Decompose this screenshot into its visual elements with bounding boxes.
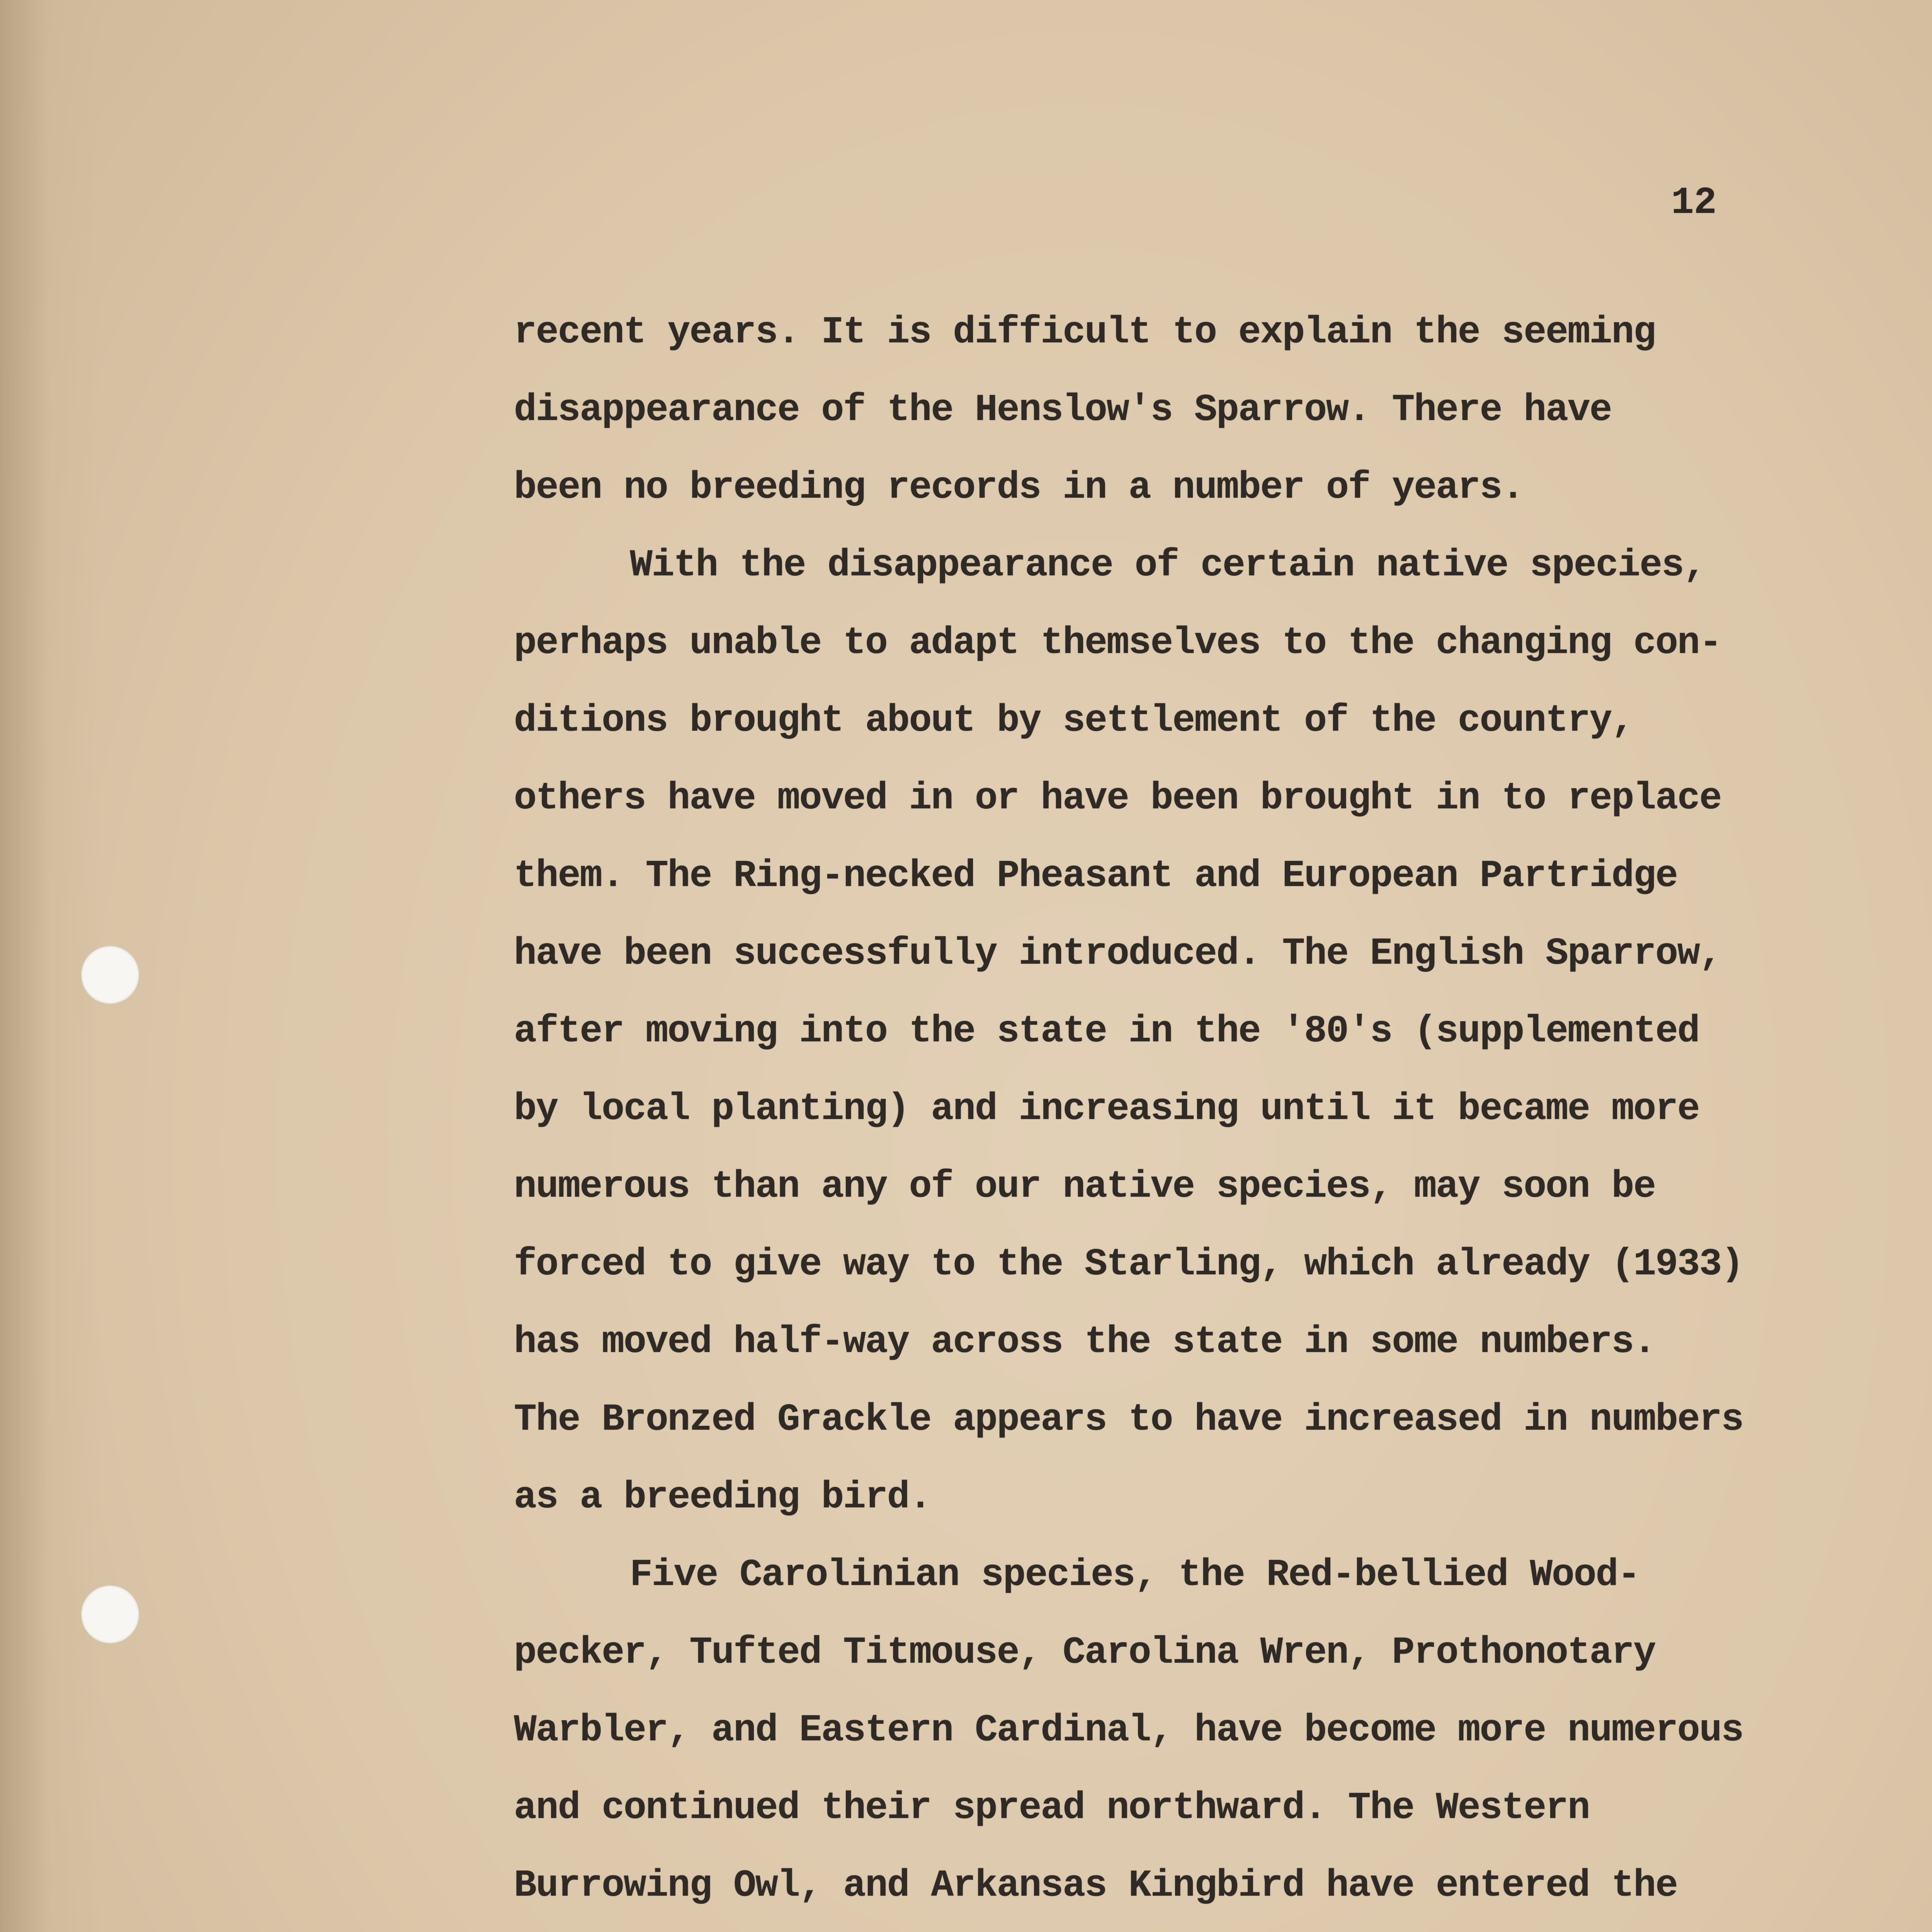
text-line: been no breeding records in a number of years. [514,466,1524,509]
text-line-indented: With the disappearance of certain native species, [630,544,1706,587]
text-line: as a breeding bird. [514,1476,931,1519]
text-line: perhaps unable to adapt themselves to the changing con- [514,622,1721,665]
text-line: Burrowing Owl, and Arkansas Kingbird have entered the [514,1864,1677,1907]
body-text [514,294,1835,1932]
text-line: and continued their spread northward. The Western [514,1787,1590,1830]
punch-hole-upper [81,946,139,1004]
page-number: 12 [1671,182,1717,224]
text-line-indented: Five Carolinian species, the Red-bellied Wood- [630,1554,1640,1597]
text-line: disappearance of the Henslow's Sparrow. There have [514,389,1612,432]
punch-hole-lower [81,1585,139,1643]
text-line: numerous than any of our native species, may soon be [514,1165,1656,1208]
text-line: forced to give way to the Starling, which already (1933) [514,1243,1743,1286]
text-line: have been successfully introduced. The English Sparrow, [514,932,1721,975]
text-line: has moved half-way across the state in some numbers. [514,1321,1656,1364]
text-line: them. The Ring-necked Pheasant and European Partridge [514,855,1677,898]
text-line: The Bronzed Grackle appears to have increased in numbers [514,1398,1743,1441]
text-line: Warbler, and Eastern Cardinal, have become more numerous [514,1709,1743,1752]
text-line: after moving into the state in the '80's (supplemented [514,1010,1699,1053]
text-line: by local planting) and increasing until it became more [514,1088,1699,1131]
text-line: recent years. It is difficult to explain the seeming [514,311,1656,354]
text-line [514,1925,1835,1932]
text-line: ditions brought about by settlement of the country, [514,699,1634,742]
text-line: others have moved in or have been brought in to replace [514,777,1721,820]
text-line: pecker, Tufted Titmouse, Carolina Wren, Prothonotary [514,1631,1656,1674]
